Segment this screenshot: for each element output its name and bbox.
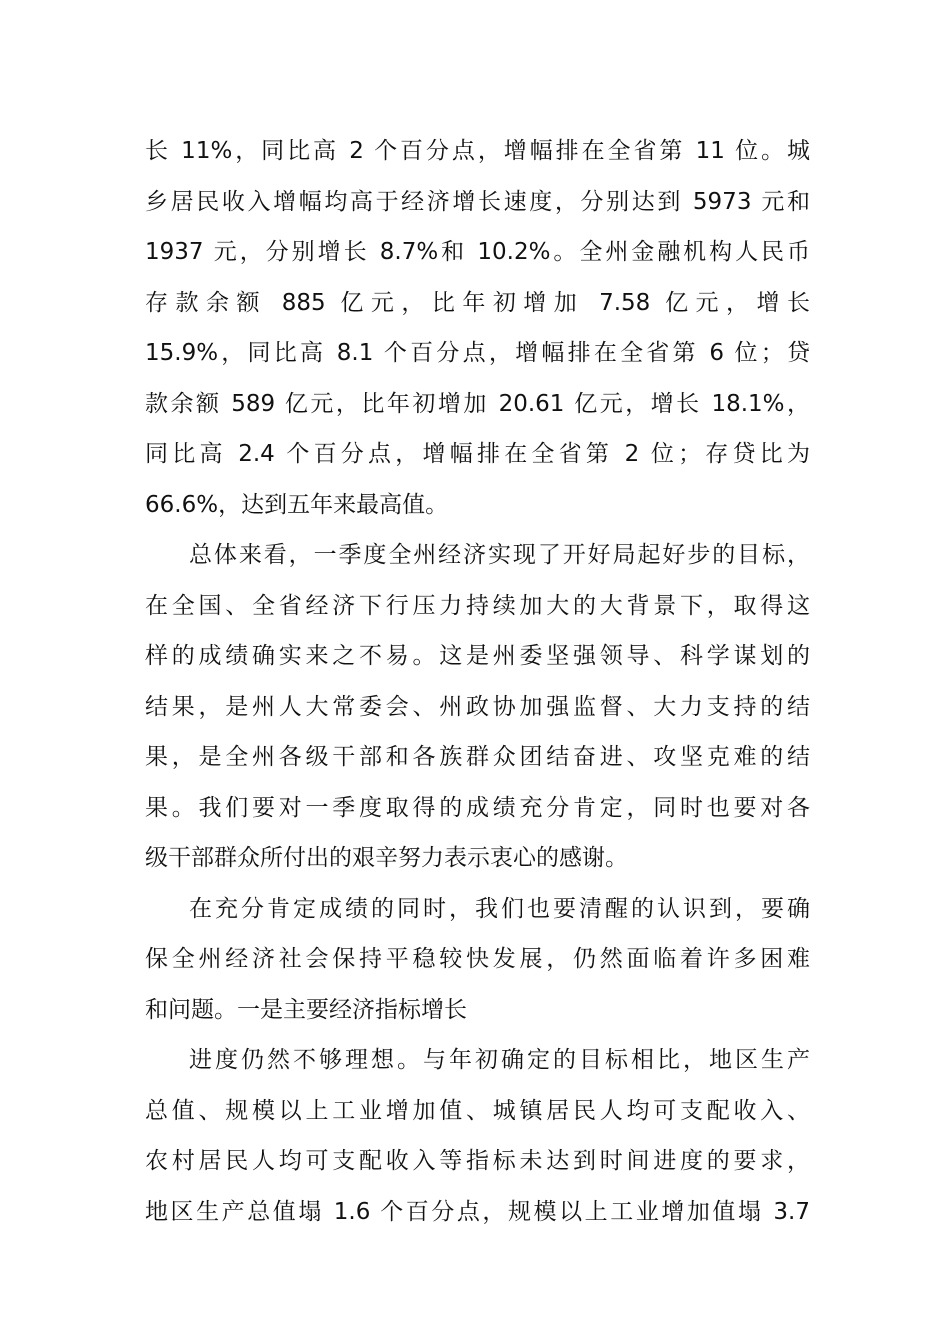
text-line: 样的成绩确实来之不易。这是州委坚强领导、科学谋划的 <box>145 643 810 669</box>
text-line: 农村居民人均可支配收入等指标未达到时间进度的要求， <box>145 1148 810 1174</box>
text-line: 级干部群众所付出的艰辛努力表示衷心的感谢。 <box>145 845 628 871</box>
paragraph-first-line: 在充分肯定成绩的同时，我们也要清醒的认识到，要确 <box>189 895 810 922</box>
text-line: 乡居民收入增幅均高于经济增长速度，分别达到 5973 元和 <box>145 188 810 215</box>
text-line: 结果，是州人大常委会、州政协加强监督、大力支持的结 <box>145 693 810 720</box>
text-line: 在全国、全省经济下行压力持续加大的大背景下，取得这 <box>145 592 810 619</box>
text-line: 果。我们要对一季度取得的成绩充分肯定，同时也要对各 <box>145 794 810 821</box>
text-line: 长 11%，同比高 2 个百分点，增幅排在全省第 11 位。城 <box>145 138 810 164</box>
text-line: 款余额 589 亿元，比年初增加 20.61 亿元，增长 18.1%， <box>145 390 810 417</box>
text-line: 1937 元，分别增长 8.7%和 10.2%。全州金融机构人民币 <box>145 239 810 265</box>
text-line: 15.9%，同比高 8.1 个百分点，增幅排在全省第 6 位；贷 <box>145 340 810 366</box>
text-line: 同比高 2.4 个百分点，增幅排在全省第 2 位；存贷比为 <box>145 441 810 467</box>
text-line: 果，是全州各级干部和各族群众团结奋进、攻坚克难的结 <box>145 744 810 770</box>
text-line: 和问题。一是主要经济指标增长 <box>145 996 467 1023</box>
body-text <box>145 126 810 1237</box>
text-line: 保全州经济社会保持平稳较快发展，仍然面临着许多困难 <box>145 946 810 972</box>
paragraph-first-line: 总体来看，一季度全州经济实现了开好局起好步的目标， <box>189 542 810 568</box>
paragraph-first-line: 进度仍然不够理想。与年初确定的目标相比，地区生产 <box>189 1047 810 1073</box>
text-line: 总值、规模以上工业增加值、城镇居民人均可支配收入、 <box>145 1097 810 1124</box>
text-line: 存款余额 885 亿元，比年初增加 7.58 亿元，增长 <box>145 289 810 316</box>
text-line: 66.6%，达到五年来最高值。 <box>145 491 449 518</box>
text-line: 地区生产总值塌 1.6 个百分点，规模以上工业增加值塌 3.7 <box>145 1198 810 1225</box>
